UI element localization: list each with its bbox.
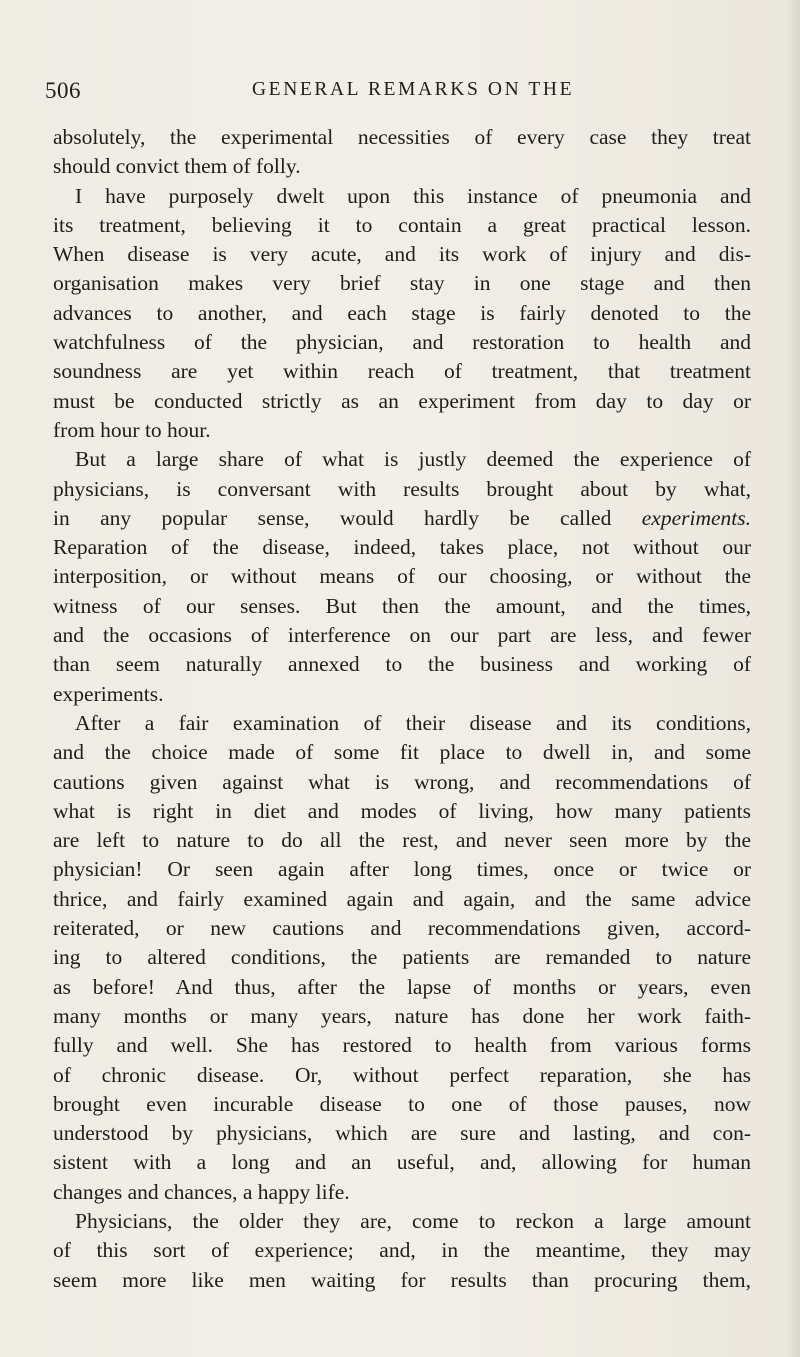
text-line: fully and well. She has restored to health from various forms (53, 1033, 751, 1058)
text-line: brought even incurable disease to one of those pauses, now (53, 1091, 751, 1116)
text-line: experiments. (53, 681, 164, 706)
page-header (45, 78, 755, 104)
text-line: advances to another, and each stage is fairly denoted to the (53, 300, 751, 325)
text-line: must be conducted strictly as an experiment from day to day or (53, 388, 751, 413)
text-line: witness of our senses. But then the amount, and the times, (53, 593, 751, 618)
text-line: seem more like men waiting for results than procuring them, (53, 1267, 751, 1292)
text-line: reiterated, or new cautions and recommendations given, accord- (53, 916, 751, 941)
text-line: After a fair examination of their disease and its conditions, (75, 710, 751, 735)
text-line: should convict them of folly. (53, 154, 301, 179)
text-line: Physicians, the older they are, come to reckon a large amount (75, 1208, 751, 1233)
text-line: But a large share of what is justly deemed the experience of (75, 447, 751, 472)
text-line: of chronic disease. Or, without perfect reparation, she has (53, 1062, 751, 1087)
text-line: understood by physicians, which are sure and lasting, and con- (53, 1121, 751, 1146)
italic-word: experiments. (641, 505, 752, 530)
body-text (53, 123, 751, 1295)
text-line: Reparation of the disease, indeed, takes place, not without our (53, 535, 751, 560)
text-line: physician! Or seen again after long times, once or twice or (53, 857, 751, 882)
page-edge-shadow (786, 0, 800, 1357)
text-line: from hour to hour. (53, 417, 211, 442)
text-line: When disease is very acute, and its work of injury and dis- (53, 242, 751, 267)
text-line: and the choice made of some fit place to dwell in, and some (53, 740, 751, 765)
text-line: what is right in diet and modes of living, how many patients (53, 798, 751, 823)
text-line: are left to nature to do all the rest, and never seen more by the (53, 828, 751, 853)
running-head: GENERAL REMARKS ON THE (252, 79, 575, 100)
text-line (53, 504, 751, 533)
text-line: absolutely, the experimental necessities of every case they treat (53, 125, 751, 149)
page-number: 506 (45, 78, 81, 103)
text-line: of this sort of experience; and, in the meantime, they may (53, 1238, 751, 1263)
text-line: interposition, or without means of our choosing, or without the (53, 564, 751, 589)
text-line: many months or many years, nature has done her work faith- (53, 1003, 751, 1028)
text-line: cautions given against what is wrong, and recommendations of (53, 769, 751, 794)
text-line: as before! And thus, after the lapse of months or years, even (53, 974, 751, 999)
text-line: sistent with a long and an useful, and, allowing for human (53, 1150, 751, 1175)
text-line: watchfulness of the physician, and restoration to health and (53, 330, 751, 355)
text-line: than seem naturally annexed to the business and working of (53, 652, 751, 677)
text-line: I have purposely dwelt upon this instance of pneumonia and (75, 183, 751, 208)
text-line: soundness are yet within reach of treatment, that treatment (53, 359, 751, 384)
text-line-segment: in any popular sense, would hardly be called (53, 505, 612, 530)
text-line: changes and chances, a happy life. (53, 1179, 350, 1204)
text-line: and the occasions of interference on our part are less, and fewer (53, 623, 751, 648)
text-line: thrice, and fairly examined again and again, and the same advice (53, 886, 751, 911)
text-line: its treatment, believing it to contain a great practical lesson. (53, 212, 751, 237)
text-line: ing to altered conditions, the patients are remanded to nature (53, 945, 751, 970)
text-line: organisation makes very brief stay in one stage and then (53, 271, 751, 296)
text-line: physicians, is conversant with results brought about by what, (53, 476, 751, 501)
